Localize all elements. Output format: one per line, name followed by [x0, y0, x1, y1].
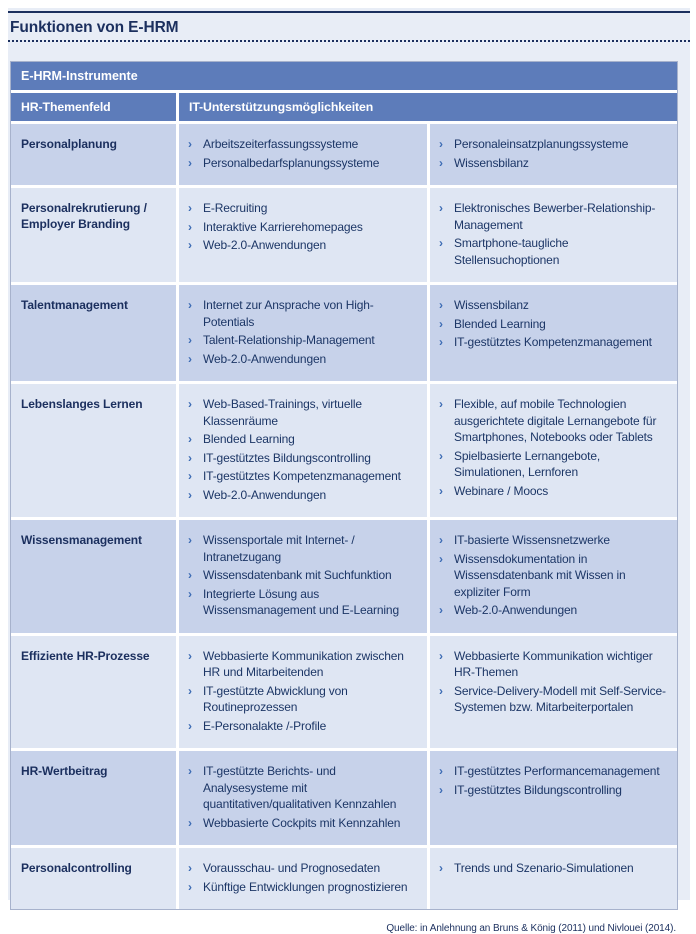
list-item: [188, 567, 419, 584]
it-items-left-cell: [179, 636, 427, 749]
ehrm-table: [10, 61, 678, 910]
chevron-bullet-icon: ›: [439, 316, 443, 331]
list-item-text: Webbasierte Kommunikation zwischen HR und Mitarbeitenden: [203, 648, 404, 679]
it-items-left-cell: [179, 751, 427, 845]
list-item: [439, 532, 669, 549]
it-items-right-cell: [430, 285, 677, 381]
chevron-bullet-icon: ›: [188, 764, 192, 778]
chevron-bullet-icon: ›: [188, 648, 192, 663]
list-item-text: Service-Delivery-Modell mit Self-Service-Systemen bzw. Mitarbeiterportalen: [454, 683, 666, 714]
table-row: [11, 848, 677, 909]
list-item-text: Web-2.0-Anwendungen: [203, 487, 327, 502]
list-item-text: Integrierte Lösung aus Wissensmanagement und E-Learning: [203, 586, 399, 617]
chevron-bullet-icon: ›: [188, 469, 192, 483]
chevron-bullet-icon: ›: [439, 861, 443, 875]
list-item: [188, 648, 419, 681]
table-row: [11, 384, 677, 517]
chevron-bullet-icon: ›: [188, 238, 192, 252]
list-item: [439, 235, 669, 268]
list-item-text: Web-Based-Trainings, virtuelle Klassenräume: [203, 397, 362, 428]
chevron-bullet-icon: ›: [188, 861, 192, 875]
list-item-text: Web-2.0-Anwendungen: [203, 351, 327, 366]
chevron-bullet-icon: ›: [188, 683, 192, 698]
list-item: [439, 200, 669, 233]
table-row: [11, 285, 677, 381]
list-item-text: IT-gestütztes Bildungscontrolling: [454, 782, 622, 797]
it-items-right-cell: [430, 520, 677, 633]
topic-cell: Personalcontrolling: [11, 848, 176, 909]
list-item-text: Blended Learning: [454, 316, 546, 331]
list-item-text: IT-gestütztes Kompetenzmanagement: [454, 335, 652, 349]
chevron-bullet-icon: ›: [188, 450, 192, 465]
list-item: [188, 297, 419, 330]
chevron-bullet-icon: ›: [188, 137, 192, 151]
it-items-left-cell: [179, 848, 427, 909]
list-item-text: Webbasierte Cockpits mit Kennzahlen: [203, 815, 401, 830]
chevron-bullet-icon: ›: [188, 397, 192, 411]
it-items-left-cell: [179, 124, 427, 185]
list-item: [439, 396, 669, 446]
list-item-text: Web-2.0-Anwendungen: [454, 603, 578, 617]
list-item-text: Internet zur Ansprache von High-Potentials: [203, 298, 374, 329]
list-item-text: Wissensbilanz: [454, 155, 529, 170]
list-item: [188, 718, 419, 735]
table-row: [11, 636, 677, 749]
list-item: [439, 297, 669, 314]
chevron-bullet-icon: ›: [439, 533, 443, 547]
chevron-bullet-icon: ›: [188, 333, 192, 347]
chevron-bullet-icon: ›: [439, 137, 443, 151]
it-items-right-cell: [430, 636, 677, 749]
chevron-bullet-icon: ›: [188, 155, 192, 170]
chevron-bullet-icon: ›: [439, 782, 443, 797]
chevron-bullet-icon: ›: [188, 432, 192, 446]
chevron-bullet-icon: ›: [439, 448, 443, 463]
list-item-text: Arbeitszeiterfassungssysteme: [203, 137, 359, 151]
list-item: [439, 683, 669, 716]
list-item-text: Vorausschau- und Prognosedaten: [203, 861, 380, 875]
it-items-right-cell: [430, 848, 677, 909]
list-item: [188, 450, 419, 467]
topic-cell: Wissensmanagement: [11, 520, 176, 633]
it-items-right-cell: [430, 751, 677, 845]
list-item: [188, 431, 419, 448]
list-item: [439, 136, 669, 153]
list-item: [188, 136, 419, 153]
page: [8, 8, 690, 934]
it-items-left-cell: [179, 188, 427, 282]
page-title: Funktionen von E-HRM: [10, 19, 179, 36]
list-item-text: Wissensdatenbank mit Suchfunktion: [203, 568, 392, 582]
list-item: [188, 879, 419, 896]
list-item-text: Elektronisches Bewerber-Relationship-Management: [454, 201, 656, 232]
list-item-text: IT-gestütztes Bildungscontrolling: [203, 450, 371, 465]
list-item: [188, 532, 419, 565]
list-item-text: IT-gestützte Berichts- und Analysesysteme mit quantitativen/qualitativen Kennzahlen: [203, 764, 397, 811]
column-header-hr-themenfeld: HR-Themenfeld: [11, 93, 176, 121]
list-item: [439, 551, 669, 601]
chevron-bullet-icon: ›: [439, 603, 443, 617]
list-item: [188, 155, 419, 172]
topic-cell: HR-Wertbeitrag: [11, 751, 176, 845]
it-items-right-cell: [430, 124, 677, 185]
chevron-bullet-icon: ›: [188, 298, 192, 312]
list-item: [188, 219, 419, 236]
chevron-bullet-icon: ›: [439, 298, 443, 312]
it-items-left-cell: [179, 285, 427, 381]
list-item: [188, 487, 419, 504]
list-item: [188, 237, 419, 254]
chevron-bullet-icon: ›: [188, 533, 192, 547]
list-item-text: Trends und Szenario-Simulationen: [454, 861, 634, 875]
list-item-text: Wissensbilanz: [454, 298, 529, 312]
list-item: [439, 782, 669, 799]
column-header-it-unterstuetzung: IT-Unterstützungsmöglichkeiten: [179, 93, 677, 121]
list-item-text: IT-gestütztes Kompetenzmanagement: [203, 469, 401, 483]
chevron-bullet-icon: ›: [188, 815, 192, 830]
chevron-bullet-icon: ›: [188, 201, 192, 215]
list-item-text: Interaktive Karrierehomepages: [203, 219, 363, 234]
list-item: [439, 334, 669, 351]
list-item: [439, 316, 669, 333]
list-item-text: Flexible, auf mobile Technologien ausgerichtete digitale Lernangebote für Smartphones, Notebooks oder Tablets: [454, 397, 657, 444]
it-items-left-cell: [179, 520, 427, 633]
topic-cell: Talentmanagement: [11, 285, 176, 381]
chevron-bullet-icon: ›: [188, 487, 192, 502]
list-item: [439, 860, 669, 877]
chevron-bullet-icon: ›: [439, 397, 443, 411]
list-item: [439, 602, 669, 619]
table-caption: E-HRM-Instrumente: [11, 62, 677, 90]
list-item-text: Smartphone-taugliche Stellensuchoptionen: [454, 236, 569, 267]
list-item: [439, 483, 669, 500]
chevron-bullet-icon: ›: [439, 201, 443, 215]
chevron-bullet-icon: ›: [439, 648, 443, 663]
list-item-text: Wissensportale mit Internet- / Intranetzugang: [203, 533, 355, 564]
list-item: [188, 351, 419, 368]
list-item-text: Spielbasierte Lernangebote, Simulationen, Lernforen: [454, 448, 601, 479]
list-item: [188, 815, 419, 832]
dotted-rule: [8, 40, 690, 42]
table-row: [11, 751, 677, 845]
it-items-left-cell: [179, 384, 427, 517]
it-items-right-cell: [430, 188, 677, 282]
list-item-text: E-Recruiting: [203, 201, 268, 215]
topic-cell: Personalplanung: [11, 124, 176, 185]
list-item: [188, 332, 419, 349]
list-item-text: E-Personalakte /-Profile: [203, 718, 327, 733]
chevron-bullet-icon: ›: [439, 483, 443, 498]
chevron-bullet-icon: ›: [439, 764, 443, 778]
topic-cell: Personalrekrutierung / Employer Branding: [11, 188, 176, 282]
list-item-text: Webinare / Moocs: [454, 483, 549, 498]
list-item: [188, 860, 419, 877]
topic-cell: Lebenslanges Lernen: [11, 384, 176, 517]
list-item-text: Talent-Relationship-Management: [203, 333, 375, 347]
table-body: [11, 124, 677, 909]
chevron-bullet-icon: ›: [188, 879, 192, 894]
table-row: [11, 124, 677, 185]
table-row: [11, 188, 677, 282]
chevron-bullet-icon: ›: [188, 586, 192, 601]
chevron-bullet-icon: ›: [439, 335, 443, 349]
list-item-text: IT-gestütztes Performancemanagement: [454, 764, 660, 778]
chevron-bullet-icon: ›: [188, 718, 192, 733]
chevron-bullet-icon: ›: [439, 683, 443, 698]
list-item-text: Web-2.0-Anwendungen: [203, 238, 327, 252]
list-item: [188, 683, 419, 716]
list-item: [188, 586, 419, 619]
list-item: [439, 448, 669, 481]
table-header-row: [11, 93, 677, 121]
chevron-bullet-icon: ›: [188, 351, 192, 366]
list-item: [188, 200, 419, 217]
source-note: Quelle: in Anlehnung an Bruns & König (2011) und Nivlouei (2014).: [386, 923, 676, 934]
list-item: [439, 155, 669, 172]
list-item-text: Personalbedarfsplanungssysteme: [203, 155, 380, 170]
chevron-bullet-icon: ›: [439, 236, 443, 250]
list-item: [439, 648, 669, 681]
table-row: [11, 520, 677, 633]
it-items-right-cell: [430, 384, 677, 517]
list-item-text: IT-basierte Wissensnetzwerke: [454, 533, 610, 547]
list-item: [188, 468, 419, 485]
list-item-text: Blended Learning: [203, 432, 295, 446]
top-rule: [8, 11, 690, 13]
topic-cell: Effiziente HR-Prozesse: [11, 636, 176, 749]
list-item-text: Personaleinsatzplanungssysteme: [454, 137, 629, 151]
list-item-text: Künftige Entwicklungen prognostizieren: [203, 879, 408, 894]
list-item: [439, 763, 669, 780]
chevron-bullet-icon: ›: [188, 568, 192, 582]
chevron-bullet-icon: ›: [188, 219, 192, 234]
list-item-text: Wissensdokumentation in Wissensdatenbank mit Wissen in expliziter Form: [454, 551, 626, 599]
chevron-bullet-icon: ›: [439, 155, 443, 170]
list-item: [188, 396, 419, 429]
list-item-text: IT-gestützte Abwicklung von Routineprozessen: [203, 683, 348, 714]
chevron-bullet-icon: ›: [439, 551, 443, 566]
list-item-text: Webbasierte Kommunikation wichtiger HR-Themen: [454, 648, 653, 679]
list-item: [188, 763, 419, 813]
